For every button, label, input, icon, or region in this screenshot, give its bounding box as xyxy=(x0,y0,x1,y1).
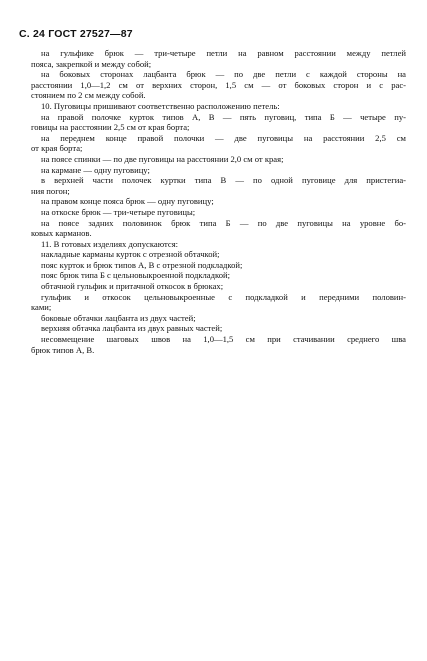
text-line: накладные карманы курток с отрезной обтачкой; xyxy=(41,249,220,260)
text-line: на боковых сторонах лацбанта брюк — по две петли с каждой стороны на xyxy=(41,69,406,80)
text-line: ками; xyxy=(31,302,52,313)
text-line: стоянием по 2 см между собой. xyxy=(31,90,146,101)
text-line: на кармане — одну пуговицу; xyxy=(41,164,150,175)
text-line: ния погон; xyxy=(31,185,70,196)
text-line: 10. Пуговицы пришивают соответственно расположению петель: xyxy=(41,100,280,111)
text-line: несовмещение шаговых швов на 1,0—1,5 см при стачивании среднего шва xyxy=(41,334,406,345)
text-line: 11. В готовых изделиях допускаются: xyxy=(41,238,179,249)
text-line: на переднем конце правой полочки — две пуговицы на расстоянии 2,5 см xyxy=(41,132,406,143)
text-line: на гульфике брюк — три-четыре петли на равном расстоянии между петлей xyxy=(41,48,406,58)
text-line: обтачной гульфик и притачной откосок в брюках; xyxy=(41,281,224,292)
page-header: С. 24 ГОСТ 27527—87 xyxy=(19,28,133,40)
text-line: говицы на расстоянии 2,5 см от края борта; xyxy=(31,122,190,133)
text-line: верхняя обтачка лацбанта из двух равных частей; xyxy=(41,323,223,334)
text-line: на поясе спинки — по две пуговицы на расстоянии 2,0 см от края; xyxy=(41,153,284,164)
text-line: боковые обтачки лацбанта из двух частей; xyxy=(41,312,196,323)
text-line: от края борта; xyxy=(31,143,83,154)
text-line: в верхней части полочек куртки типа В — по одной пуговице для пристегиа- xyxy=(41,175,406,186)
text-line: ковых карманов. xyxy=(31,228,92,239)
text-line: на правом конце пояса брюк — одну пуговицу; xyxy=(41,196,214,207)
text-line: пояса, закрепкой и между собой; xyxy=(31,58,152,69)
text-line: на откоске брюк — три-четыре пуговицы; xyxy=(41,206,196,217)
text-line: пояс курток и брюк типов А, В с отрезной подкладкой; xyxy=(41,259,243,270)
text-line: гульфик и откосок цельновыкроенные с подкладкой и передними половин- xyxy=(41,291,406,302)
text-line: на поясе задних половинок брюк типа Б — по две пуговицы на уровне бо- xyxy=(41,217,406,228)
text-line: пояс брюк типа Б с цельновыкроенной подкладкой; xyxy=(41,270,230,281)
text-line: брюк типов А, В. xyxy=(31,344,95,355)
text-line: расстоянии 1,0—1,2 см от верхних сторон, 1,5 см — от боковых сторон и с рас- xyxy=(31,79,406,90)
text-line: на правой полочке курток типов А, В — пять пуговиц, типа Б — четыре пу- xyxy=(41,111,406,122)
document-body xyxy=(26,48,406,355)
